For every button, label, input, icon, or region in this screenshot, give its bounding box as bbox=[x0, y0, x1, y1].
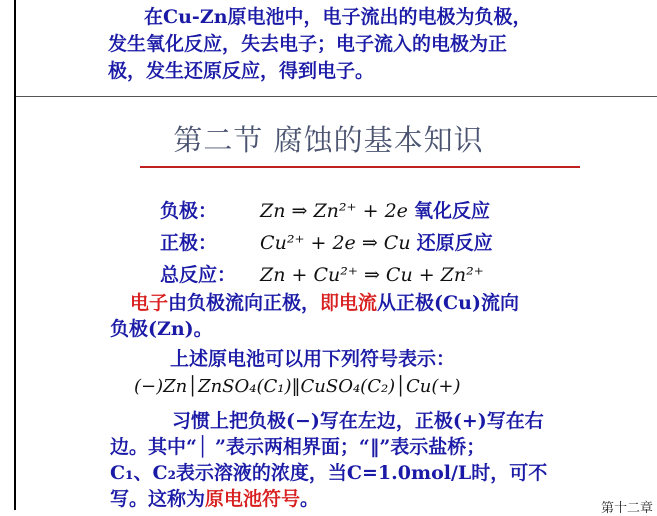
total-reaction-row bbox=[160, 260, 484, 287]
positive-equation: Cu²⁺ + 2e ⇒ Cu bbox=[260, 232, 411, 254]
explain-line-3: C₁、C₂表示溶液的浓度，当C=1.0mol/L时，可不 bbox=[110, 462, 548, 484]
positive-electrode-row bbox=[160, 228, 493, 255]
reduction-note: 还原反应 bbox=[416, 232, 493, 254]
explain-line-4-end: 。 bbox=[300, 488, 320, 510]
explain-line-1: 习惯上把负极(−)写在左边，正极(+)写在右 bbox=[172, 410, 544, 432]
oxidation-note: 氧化反应 bbox=[413, 200, 490, 222]
heading-underline bbox=[140, 166, 580, 168]
current-term: 即电流 bbox=[320, 292, 378, 314]
explain-line-4 bbox=[110, 486, 610, 512]
frame-border bbox=[14, 0, 16, 510]
intro-line-2: 发生氧化反应，失去电子；电子流入的电极为正 bbox=[108, 33, 508, 55]
negative-equation: Zn ⇒ Zn²⁺ + 2e bbox=[260, 200, 408, 222]
explain-line-2: 边。其中“│ ”表示两相界面；“‖”表示盐桥； bbox=[110, 436, 486, 458]
explain-line-4-start: 写。这称为 bbox=[110, 488, 206, 510]
intro-line-1: 在Cu-Zn原电池中，电子流出的电极为负极， bbox=[144, 6, 532, 28]
negative-label: 负极： bbox=[160, 200, 218, 222]
symbol-intro: 上述原电池可以用下列符号表示： bbox=[170, 348, 456, 370]
intro-paragraph bbox=[108, 4, 628, 85]
section-heading: 第二节 腐蚀的基本知识 bbox=[173, 123, 484, 157]
flow-text-3: 负极(Zn)。 bbox=[110, 318, 213, 340]
total-label: 总反应： bbox=[160, 264, 237, 286]
cell-symbol-notation: (−)Zn│ZnSO₄(C₁)‖CuSO₄(C₂)│Cu(+) bbox=[134, 376, 461, 397]
flow-text-1: 由负极流向正极， bbox=[168, 292, 321, 314]
section-divider bbox=[16, 96, 657, 97]
flow-text-2: 从正极(Cu)流向 bbox=[377, 292, 519, 314]
cell-symbol-term: 原电池符号 bbox=[205, 488, 301, 510]
chapter-footer: 第十二章 bbox=[600, 501, 653, 516]
electron-term: 电子 bbox=[130, 292, 169, 314]
positive-label: 正极： bbox=[160, 232, 218, 254]
intro-line-3: 极，发生还原反应，得到电子。 bbox=[108, 60, 375, 82]
total-equation: Zn + Cu²⁺ ⇒ Cu + Zn²⁺ bbox=[260, 264, 484, 286]
flow-paragraph bbox=[130, 290, 610, 316]
negative-electrode-row bbox=[160, 196, 490, 223]
